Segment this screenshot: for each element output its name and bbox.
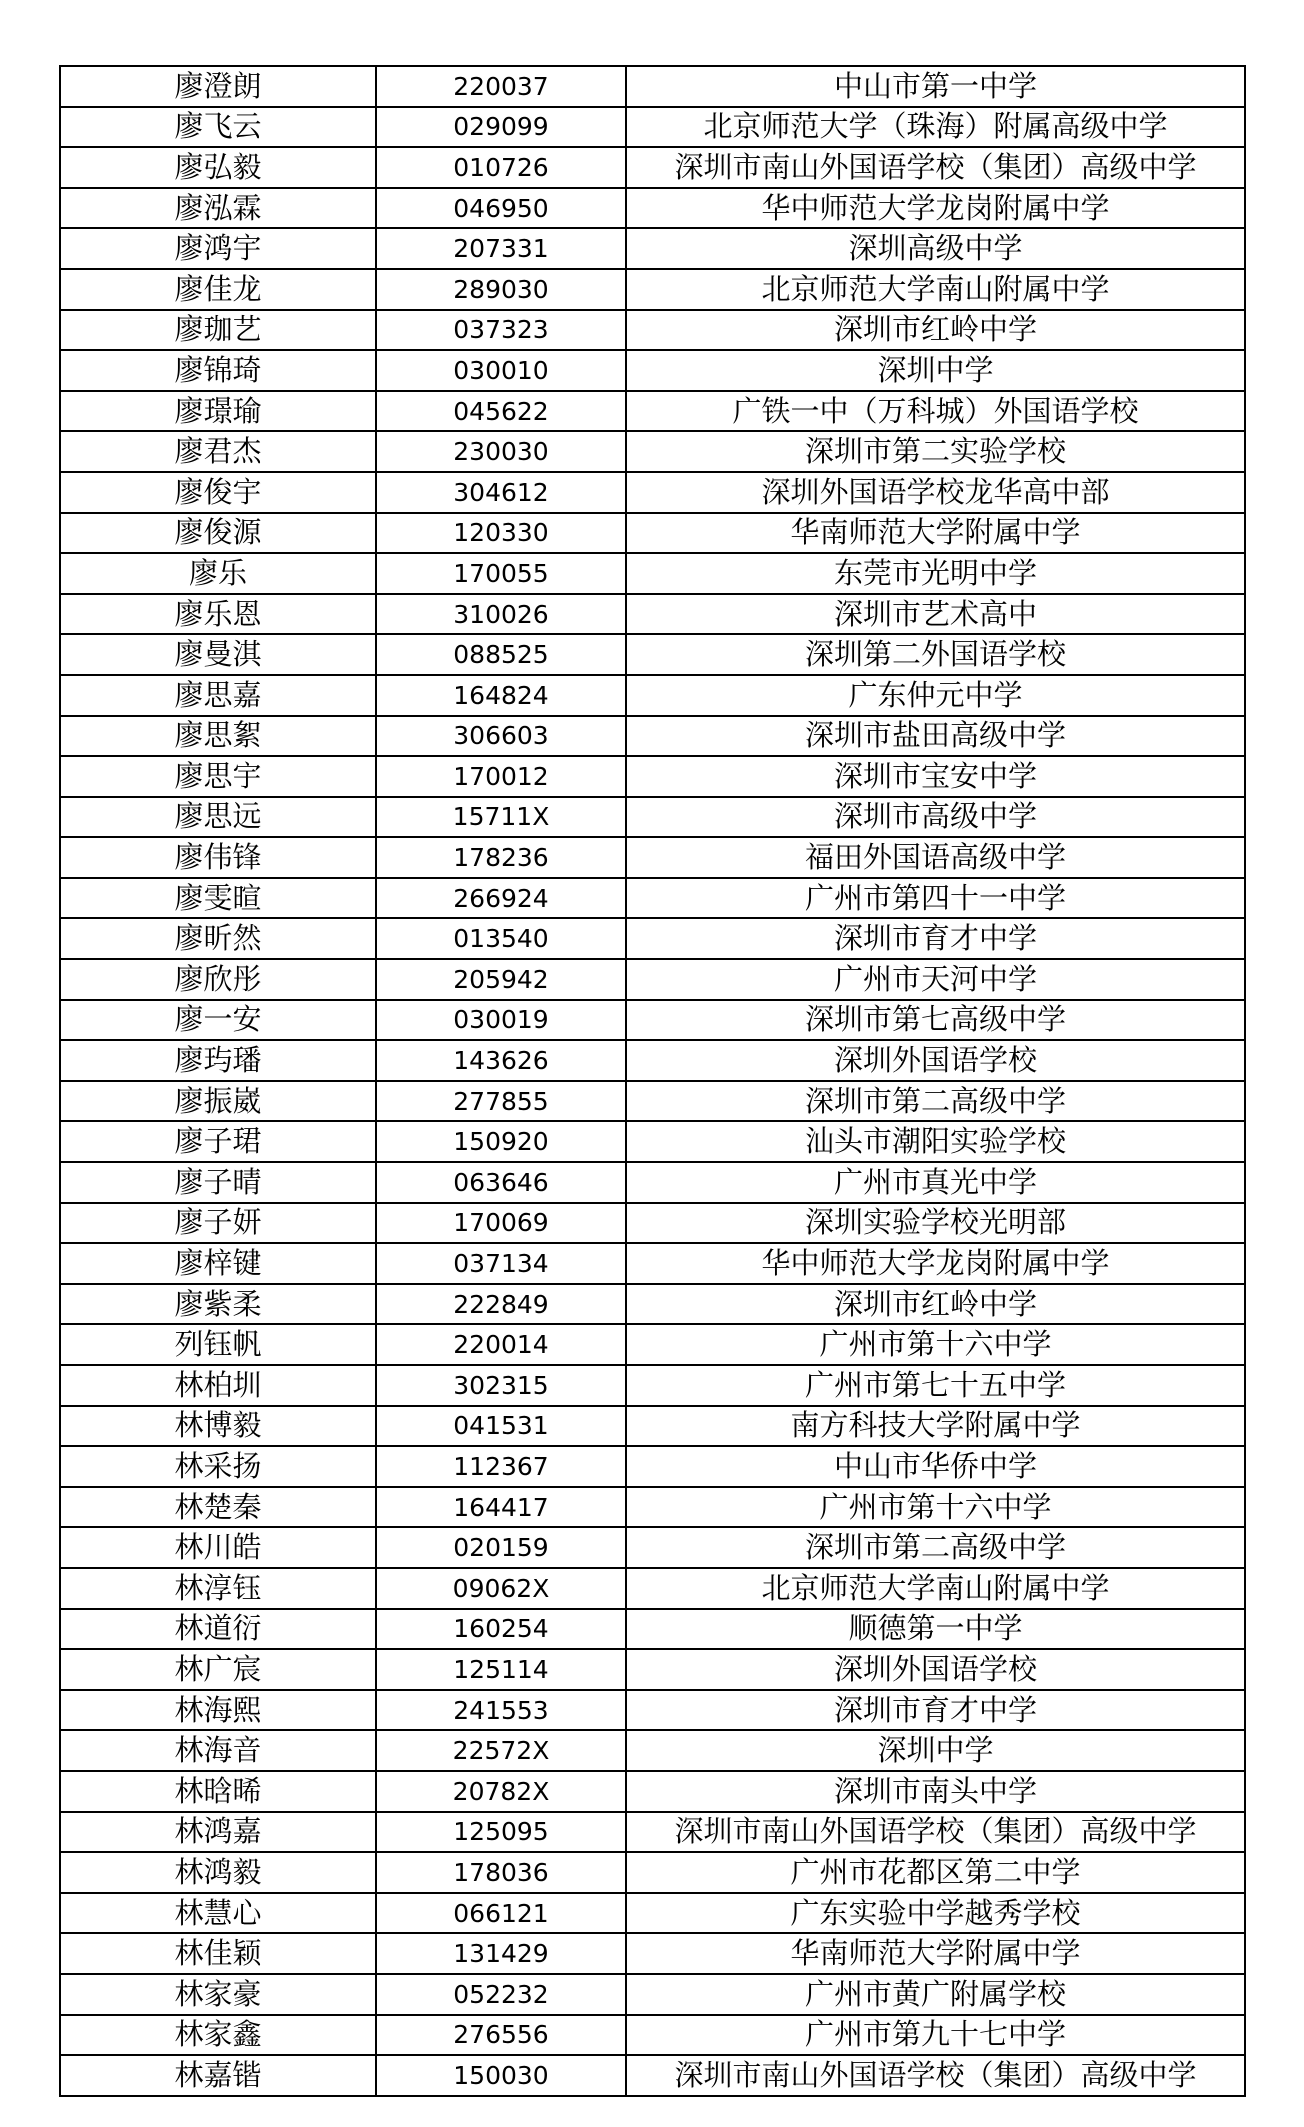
student-name-cell: 廖雯暄 (60, 878, 376, 919)
student-id-cell: 241553 (376, 1690, 626, 1731)
school-name-cell: 广州市第九十七中学 (626, 2015, 1245, 2056)
school-name-cell: 深圳市南山外国语学校（集团）高级中学 (626, 1812, 1245, 1853)
school-name-cell: 深圳市南山外国语学校（集团）高级中学 (626, 2055, 1245, 2096)
student-name-cell: 廖乐恩 (60, 594, 376, 635)
table-row (60, 1974, 1245, 2015)
table-row (60, 1203, 1245, 1244)
table-row (60, 594, 1245, 635)
student-id-cell: 289030 (376, 269, 626, 310)
table-row (60, 1568, 1245, 1609)
school-name-cell: 广州市天河中学 (626, 959, 1245, 1000)
table-row (60, 756, 1245, 797)
student-name-cell: 廖佳龙 (60, 269, 376, 310)
student-name-cell: 林柏圳 (60, 1365, 376, 1406)
table-row (60, 1527, 1245, 1568)
school-name-cell: 深圳市艺术高中 (626, 594, 1245, 635)
school-name-cell: 顺德第一中学 (626, 1609, 1245, 1650)
school-name-cell: 深圳外国语学校 (626, 1649, 1245, 1690)
student-id-cell: 310026 (376, 594, 626, 635)
student-name-cell: 廖昕然 (60, 918, 376, 959)
student-id-cell: 046950 (376, 188, 626, 229)
table-row (60, 837, 1245, 878)
table-row (60, 1284, 1245, 1325)
student-name-cell: 廖伟锋 (60, 837, 376, 878)
school-name-cell: 广州市第四十一中学 (626, 878, 1245, 919)
table-row (60, 675, 1245, 716)
school-name-cell: 广州市真光中学 (626, 1162, 1245, 1203)
school-name-cell: 深圳第二外国语学校 (626, 634, 1245, 675)
school-name-cell: 深圳市南山外国语学校（集团）高级中学 (626, 147, 1245, 188)
student-id-cell: 041531 (376, 1406, 626, 1447)
student-id-cell: 112367 (376, 1446, 626, 1487)
table-row (60, 918, 1245, 959)
school-name-cell: 北京师范大学（珠海）附属高级中学 (626, 107, 1245, 148)
school-name-cell: 深圳市育才中学 (626, 918, 1245, 959)
student-name-cell: 廖子珺 (60, 1121, 376, 1162)
table-row (60, 1893, 1245, 1934)
student-id-cell: 178236 (376, 837, 626, 878)
student-id-cell: 230030 (376, 431, 626, 472)
student-id-cell: 131429 (376, 1933, 626, 1974)
student-id-cell: 120330 (376, 513, 626, 554)
school-name-cell: 广东实验中学越秀学校 (626, 1893, 1245, 1934)
student-name-cell: 林川皓 (60, 1527, 376, 1568)
school-name-cell: 广州市第十六中学 (626, 1487, 1245, 1528)
student-id-cell: 304612 (376, 472, 626, 513)
school-name-cell: 深圳中学 (626, 1730, 1245, 1771)
student-id-cell: 088525 (376, 634, 626, 675)
student-id-cell: 030019 (376, 1000, 626, 1041)
student-name-cell: 廖玙璠 (60, 1040, 376, 1081)
student-name-cell: 林海熙 (60, 1690, 376, 1731)
student-id-cell: 178036 (376, 1852, 626, 1893)
student-name-cell: 廖珈艺 (60, 310, 376, 351)
student-id-cell: 220014 (376, 1324, 626, 1365)
school-name-cell: 深圳市高级中学 (626, 797, 1245, 838)
school-name-cell: 深圳市第二高级中学 (626, 1081, 1245, 1122)
school-name-cell: 北京师范大学南山附属中学 (626, 1568, 1245, 1609)
school-name-cell: 深圳市第二实验学校 (626, 431, 1245, 472)
student-id-cell: 170055 (376, 553, 626, 594)
roster-body (60, 66, 1245, 2096)
school-name-cell: 深圳高级中学 (626, 228, 1245, 269)
student-id-cell: 029099 (376, 107, 626, 148)
student-id-cell: 160254 (376, 1609, 626, 1650)
table-row (60, 350, 1245, 391)
school-name-cell: 华南师范大学附属中学 (626, 1933, 1245, 1974)
school-name-cell: 南方科技大学附属中学 (626, 1406, 1245, 1447)
student-name-cell: 林家鑫 (60, 2015, 376, 2056)
table-row (60, 1852, 1245, 1893)
student-name-cell: 廖思絮 (60, 716, 376, 757)
student-id-cell: 066121 (376, 1893, 626, 1934)
table-row (60, 553, 1245, 594)
student-name-cell: 列钰帆 (60, 1324, 376, 1365)
table-row (60, 1730, 1245, 1771)
table-row (60, 1812, 1245, 1853)
school-name-cell: 东莞市光明中学 (626, 553, 1245, 594)
student-id-cell: 150920 (376, 1121, 626, 1162)
student-id-cell: 306603 (376, 716, 626, 757)
student-id-cell: 170012 (376, 756, 626, 797)
school-name-cell: 华中师范大学龙岗附属中学 (626, 188, 1245, 229)
school-name-cell: 深圳市盐田高级中学 (626, 716, 1245, 757)
student-id-cell: 030010 (376, 350, 626, 391)
student-id-cell: 063646 (376, 1162, 626, 1203)
student-name-cell: 廖君杰 (60, 431, 376, 472)
student-id-cell: 150030 (376, 2055, 626, 2096)
student-name-cell: 廖锦琦 (60, 350, 376, 391)
table-row (60, 391, 1245, 432)
table-row (60, 147, 1245, 188)
table-row (60, 634, 1245, 675)
student-name-cell: 廖俊宇 (60, 472, 376, 513)
table-row (60, 66, 1245, 107)
student-id-cell: 164417 (376, 1487, 626, 1528)
student-id-cell: 037134 (376, 1243, 626, 1284)
table-row (60, 1487, 1245, 1528)
student-name-cell: 林家豪 (60, 1974, 376, 2015)
table-row (60, 1609, 1245, 1650)
school-name-cell: 汕头市潮阳实验学校 (626, 1121, 1245, 1162)
school-name-cell: 深圳外国语学校龙华高中部 (626, 472, 1245, 513)
school-name-cell: 福田外国语高级中学 (626, 837, 1245, 878)
school-name-cell: 北京师范大学南山附属中学 (626, 269, 1245, 310)
student-id-cell: 277855 (376, 1081, 626, 1122)
school-name-cell: 广州市花都区第二中学 (626, 1852, 1245, 1893)
school-name-cell: 深圳外国语学校 (626, 1040, 1245, 1081)
table-row (60, 431, 1245, 472)
table-row (60, 716, 1245, 757)
table-row (60, 959, 1245, 1000)
table-row (60, 1365, 1245, 1406)
table-row (60, 310, 1245, 351)
student-name-cell: 廖飞云 (60, 107, 376, 148)
roster-table (59, 65, 1246, 2097)
student-name-cell: 林博毅 (60, 1406, 376, 1447)
table-row (60, 1446, 1245, 1487)
student-id-cell: 207331 (376, 228, 626, 269)
student-id-cell: 276556 (376, 2015, 626, 2056)
school-name-cell: 广州市第七十五中学 (626, 1365, 1245, 1406)
student-name-cell: 廖欣彤 (60, 959, 376, 1000)
student-name-cell: 林鸿毅 (60, 1852, 376, 1893)
school-name-cell: 深圳中学 (626, 350, 1245, 391)
student-id-cell: 20782X (376, 1771, 626, 1812)
table-row (60, 1933, 1245, 1974)
student-name-cell: 廖曼淇 (60, 634, 376, 675)
student-name-cell: 廖乐 (60, 553, 376, 594)
student-name-cell: 林慧心 (60, 1893, 376, 1934)
school-name-cell: 深圳市红岭中学 (626, 1284, 1245, 1325)
student-id-cell: 15711X (376, 797, 626, 838)
student-name-cell: 林采扬 (60, 1446, 376, 1487)
student-name-cell: 廖梓键 (60, 1243, 376, 1284)
student-id-cell: 302315 (376, 1365, 626, 1406)
student-id-cell: 143626 (376, 1040, 626, 1081)
school-name-cell: 广东仲元中学 (626, 675, 1245, 716)
school-name-cell: 广铁一中（万科城）外国语学校 (626, 391, 1245, 432)
student-name-cell: 廖弘毅 (60, 147, 376, 188)
table-row (60, 107, 1245, 148)
school-name-cell: 深圳市红岭中学 (626, 310, 1245, 351)
school-name-cell: 深圳市第二高级中学 (626, 1527, 1245, 1568)
student-name-cell: 廖子晴 (60, 1162, 376, 1203)
school-name-cell: 深圳实验学校光明部 (626, 1203, 1245, 1244)
table-row (60, 1121, 1245, 1162)
student-id-cell: 125095 (376, 1812, 626, 1853)
table-row (60, 1690, 1245, 1731)
student-name-cell: 廖紫柔 (60, 1284, 376, 1325)
student-name-cell: 廖一安 (60, 1000, 376, 1041)
table-row (60, 1040, 1245, 1081)
table-row (60, 797, 1245, 838)
student-name-cell: 廖澄朗 (60, 66, 376, 107)
student-id-cell: 010726 (376, 147, 626, 188)
student-name-cell: 廖思宇 (60, 756, 376, 797)
student-name-cell: 廖泓霖 (60, 188, 376, 229)
table-row (60, 1406, 1245, 1447)
student-name-cell: 林道衍 (60, 1609, 376, 1650)
school-name-cell: 广州市黄广附属学校 (626, 1974, 1245, 2015)
school-name-cell: 华中师范大学龙岗附属中学 (626, 1243, 1245, 1284)
student-name-cell: 林嘉锴 (60, 2055, 376, 2096)
table-row (60, 1000, 1245, 1041)
student-name-cell: 廖璟瑜 (60, 391, 376, 432)
student-id-cell: 266924 (376, 878, 626, 919)
student-id-cell: 037323 (376, 310, 626, 351)
table-row (60, 513, 1245, 554)
student-id-cell: 020159 (376, 1527, 626, 1568)
school-name-cell: 深圳市第七高级中学 (626, 1000, 1245, 1041)
student-id-cell: 09062X (376, 1568, 626, 1609)
student-id-cell: 170069 (376, 1203, 626, 1244)
school-name-cell: 深圳市宝安中学 (626, 756, 1245, 797)
table-row (60, 1649, 1245, 1690)
student-name-cell: 林广宸 (60, 1649, 376, 1690)
school-name-cell: 广州市第十六中学 (626, 1324, 1245, 1365)
table-row (60, 188, 1245, 229)
student-id-cell: 052232 (376, 1974, 626, 2015)
school-name-cell: 华南师范大学附属中学 (626, 513, 1245, 554)
student-name-cell: 廖思远 (60, 797, 376, 838)
student-name-cell: 林晗晞 (60, 1771, 376, 1812)
table-row (60, 2015, 1245, 2056)
student-id-cell: 125114 (376, 1649, 626, 1690)
student-id-cell: 220037 (376, 66, 626, 107)
table-row (60, 472, 1245, 513)
table-row (60, 1081, 1245, 1122)
school-name-cell: 中山市第一中学 (626, 66, 1245, 107)
student-name-cell: 林楚秦 (60, 1487, 376, 1528)
student-id-cell: 222849 (376, 1284, 626, 1325)
student-id-cell: 22572X (376, 1730, 626, 1771)
table-row (60, 228, 1245, 269)
school-name-cell: 中山市华侨中学 (626, 1446, 1245, 1487)
table-row (60, 2055, 1245, 2096)
student-id-cell: 164824 (376, 675, 626, 716)
student-name-cell: 廖鸿宇 (60, 228, 376, 269)
table-row (60, 1243, 1245, 1284)
table-row (60, 1771, 1245, 1812)
student-id-cell: 205942 (376, 959, 626, 1000)
student-name-cell: 林鸿嘉 (60, 1812, 376, 1853)
student-name-cell: 林海音 (60, 1730, 376, 1771)
student-name-cell: 廖思嘉 (60, 675, 376, 716)
school-name-cell: 深圳市南头中学 (626, 1771, 1245, 1812)
school-name-cell: 深圳市育才中学 (626, 1690, 1245, 1731)
student-id-cell: 045622 (376, 391, 626, 432)
student-name-cell: 林佳颖 (60, 1933, 376, 1974)
student-name-cell: 廖振崴 (60, 1081, 376, 1122)
student-id-cell: 013540 (376, 918, 626, 959)
table-row (60, 269, 1245, 310)
student-name-cell: 林淳钰 (60, 1568, 376, 1609)
student-name-cell: 廖子妍 (60, 1203, 376, 1244)
table-row (60, 1162, 1245, 1203)
student-name-cell: 廖俊源 (60, 513, 376, 554)
table-row (60, 878, 1245, 919)
table-row (60, 1324, 1245, 1365)
